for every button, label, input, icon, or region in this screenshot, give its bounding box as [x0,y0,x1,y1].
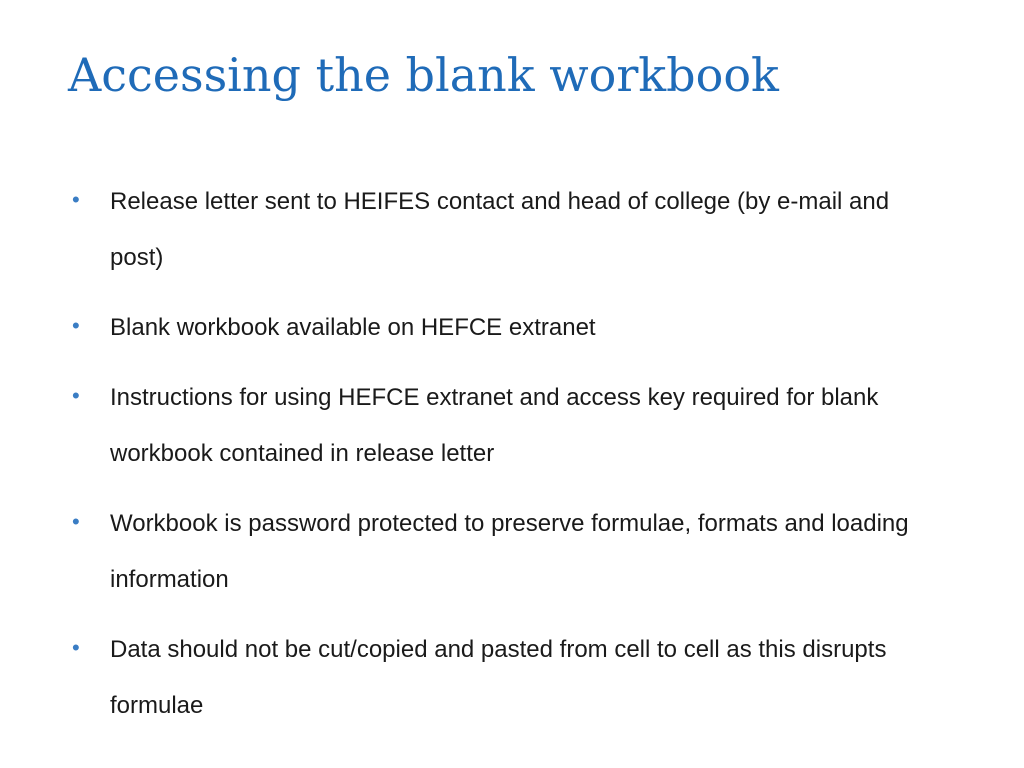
bullet-icon: • [72,383,80,408]
bullet-icon: • [72,313,80,338]
bullet-text: Data should not be cut/copied and pasted from cell to cell as this disrupts formulae [110,636,887,719]
bullet-item-extranet [68,300,948,356]
bullet-text: Blank workbook available on HEFCE extranet [110,314,596,341]
bullet-icon: • [72,509,80,534]
bullet-text: Release letter sent to HEIFES contact and head of college (by e-mail and post) [110,188,890,271]
bullet-text: Instructions for using HEFCE extranet and access key required for blank workbook contained in release letter [110,384,879,467]
bullet-item-release-letter [68,174,948,286]
bullet-item-password [68,496,948,608]
bullet-text: Workbook is password protected to preserve formulae, formats and loading information [110,510,909,593]
bullet-item-copy-paste [68,622,948,734]
bullet-icon: • [72,635,80,660]
bullet-list [68,174,948,748]
bullet-icon: • [72,187,80,212]
bullet-item-instructions [68,370,948,482]
slide-title: Accessing the blank workbook [68,48,779,102]
